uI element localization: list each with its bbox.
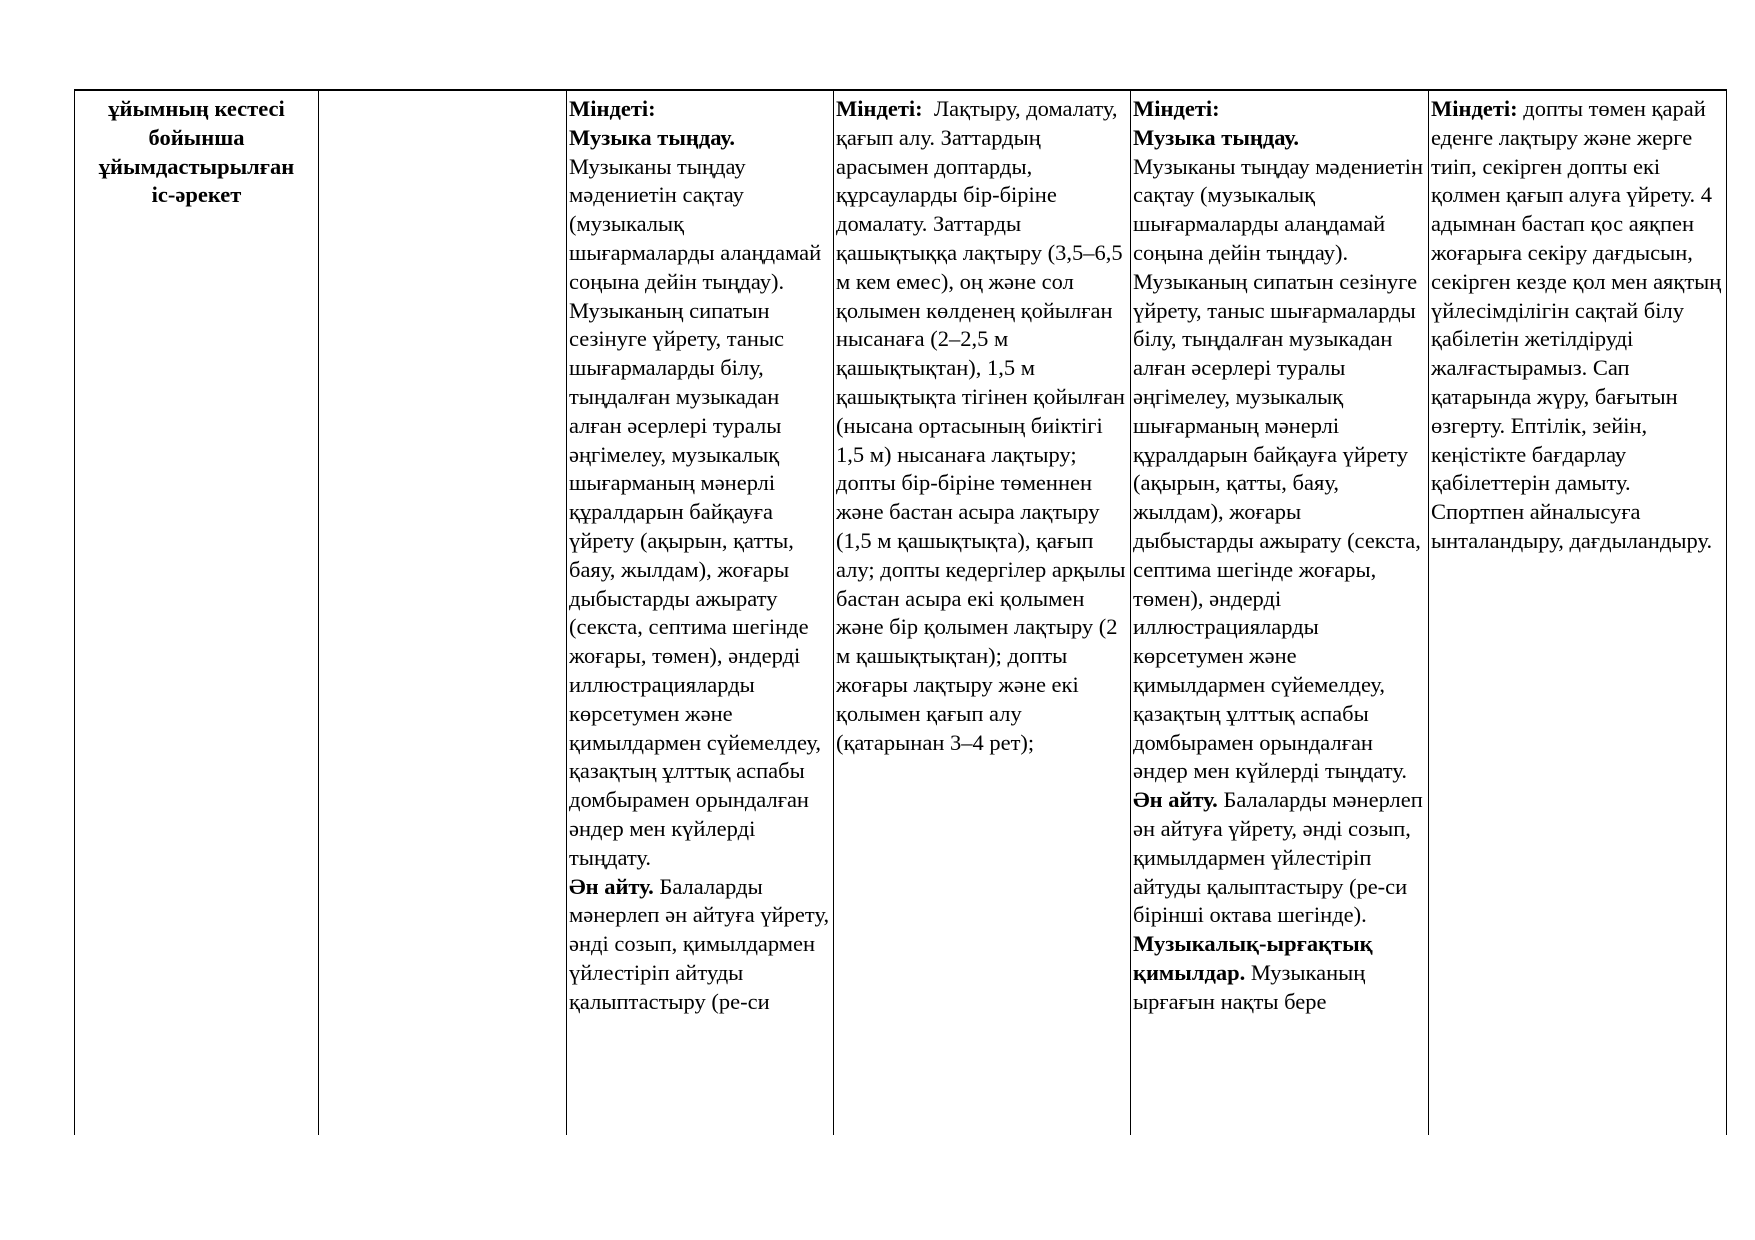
schedule-table [74,89,1727,1135]
col2-title: Міндеті: [836,96,923,121]
col3-music-text: Музыканы тыңдау мәдениетін сақтау (музыкалық шығармаларды алаңдамай соңына дейін тыңдау). Музыканың сипатын сезінуге үйрету, таныс шығармаларды білу, тыңдалған музыкадан алған әсерлері туралы әңгімелеу, музыкалық шығарманың мәнерлі құралдарын байқауға үйрету (ақырын, қатты, баяу, жылдам), жоғары дыбыстарды ажырату (секста, септима шегінде жоғары, төмен), әндерді иллюстрацияларды көрсетумен және қимылдармен сүйемелдеу, қазақтың ұлттық аспабы домбырамен орындалған әндер мен күйлерді тыңдату. [1133,153,1424,784]
col1-song-heading: Ән айту. [569,873,654,899]
col1-song-text: Балаларды мәнерлеп ән айтуға үйрету, әнді созып, қимылдармен үйлестіріп айтуды қалыптастыру (ре-си [569,873,830,1014]
row-label-cell [75,90,319,1135]
col3-rhythm-text: Музыканың ырғағын нақты бере [1133,959,1366,1014]
col1-title: Міндеті: [569,96,656,121]
row-label: ұйымның кестесі бойынша ұйымдастырылған іс-әрекет [98,96,295,208]
col4-cell [1429,90,1727,1135]
col1-music-heading: Музыка тыңдау. [569,124,735,150]
col3-song-heading: Ән айту. [1133,787,1218,813]
col3-title: Міндеті: [1133,96,1220,121]
empty-cell [319,90,567,1135]
col4-title: Міндеті: [1431,96,1518,121]
col3-song-text: Балаларды мәнерлеп ән айтуға үйрету, әнді созып, қимылдармен үйлестіріп айтуды қалыптастыру (ре-си бірінші октава шегінде). [1133,787,1423,928]
col3-cell [1131,90,1429,1135]
col1-cell [567,90,834,1135]
col3-music-heading: Музыка тыңдау. [1133,124,1299,150]
col2-cell [834,90,1131,1135]
col2-text: Лақтыру, домалату, қағып алу. Заттардың арасымен доптарды, құрсауларды бір-біріне домалату. Заттарды қашықтыққа лақтыру (3,5–6,5 м кем емес), оң және сол қолымен көлденең қойылған нысанаға (2–2,5 м қашықтықтан), 1,5 м қашықтықта тігінен қойылған (нысана ортасының биіктігі 1,5 м) нысанаға лақтыру; допты бір-біріне төменнен және бастан асыра лақтыру (1,5 м қашықтықта), қағып алу; допты кедергілер арқылы бастан асыра екі қолымен және бір қолымен лақтыру (2 м қашықтықтан); допты жоғары лақтыру және екі қолымен қағып алу (қатарынан 3–4 рет); [836,96,1126,755]
table-row [75,90,1727,1135]
col3-rhythm-heading: Музыкалық-ырғақтық қимылдар. [1133,931,1373,985]
col4-text: допты төмен қарай еденге лақтыру және жерге тиіп, секірген допты екі қолмен қағып алуға үйрету. 4 адымнан бастап қос аяқпен жоғарыға секіру дағдысын, секірген кезде қол мен аяқтың үйлесімділігін сақтай білу қабілетін жетілдіруді жалғастырамыз. Сап қатарында жүру, бағытын өзгерту. Ептілік, зейін, кеңістікте бағдарлау қабілеттерін дамыту. Спортпен айналысуға ынталандыру, дағдыландыру. [1431,96,1722,553]
col1-music-text: Музыканы тыңдау мәдениетін сақтау (музыкалық шығармаларды алаңдамай соңына дейін тыңдау). Музыканың сипатын сезінуге үйрету, таныс шығармаларды білу, тыңдалған музыкадан алған әсерлері туралы әңгімелеу, музыкалық шығарманың мәнерлі құралдарын байқауға үйрету (ақырын, қатты, баяу, жылдам), жоғары дыбыстарды ажырату (секста, септима шегінде жоғары, төмен), әндерді иллюстрацияларды көрсетумен және қимылдармен сүйемелдеу, қазақтың ұлттық аспабы домбырамен орындалған әндер мен күйлерді тыңдату. [569,153,822,870]
